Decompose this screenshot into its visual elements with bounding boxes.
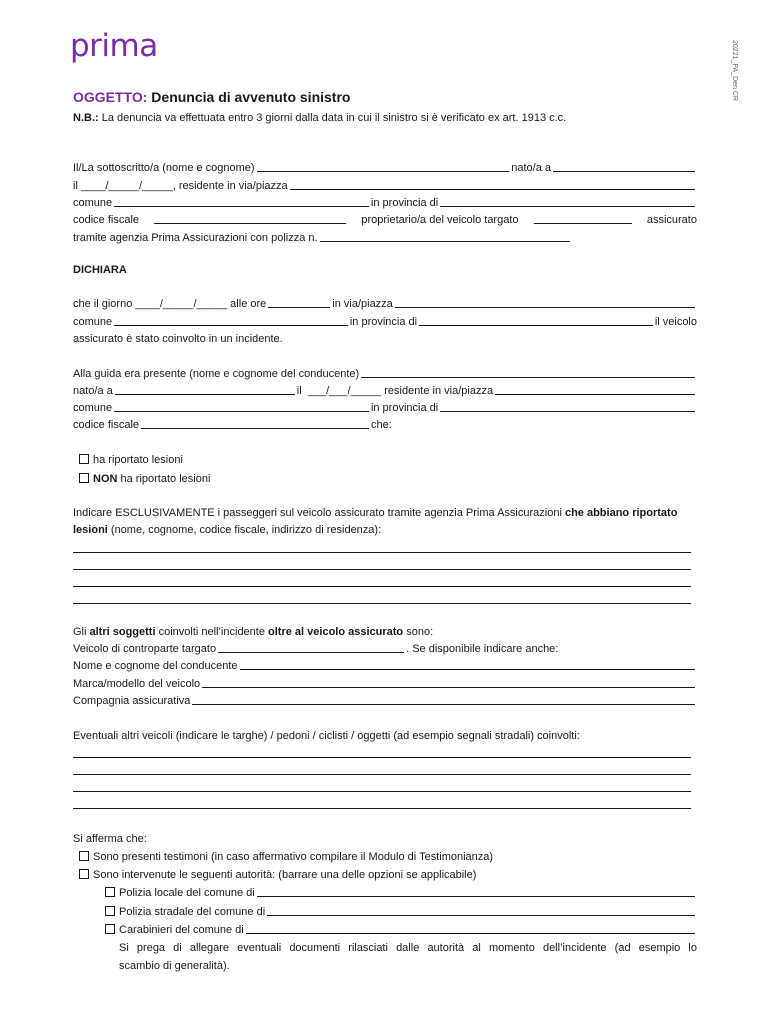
field-row-polizza — [73, 230, 697, 246]
title-colon: : — [142, 89, 148, 105]
label-codice-fiscale: codice fiscale — [73, 419, 140, 431]
field-row-controparte — [73, 641, 697, 657]
option-non-label: NON — [93, 473, 118, 485]
label-giorno-ore: che il giorno ____/_____/_____ alle ore — [73, 298, 267, 310]
nb-note — [73, 110, 697, 126]
title-prefix: OGGETTO — [73, 89, 143, 105]
checkbox-icon[interactable] — [105, 906, 115, 916]
field-polizia-stradale[interactable] — [267, 904, 695, 916]
altri-mid: coinvolti nell’incidente — [155, 626, 269, 638]
label-proprietario: proprietario/a del veicolo targato — [361, 214, 519, 226]
field-codice-fiscale[interactable] — [154, 212, 346, 224]
field-comune-conducente[interactable] — [114, 400, 369, 412]
checkbox-icon[interactable] — [79, 454, 89, 464]
checkbox-icon[interactable] — [79, 851, 89, 861]
checkbox-icon[interactable] — [79, 473, 89, 483]
field-luogo-nascita-conducente[interactable] — [115, 383, 295, 395]
label-compagnia: Compagnia assicurativa — [73, 695, 191, 707]
label-polizia-locale: Polizia locale del comune di — [119, 887, 255, 899]
label-polizia-stradale: Polizia stradale del comune di — [119, 906, 266, 918]
label-assicurato: assicurato — [646, 214, 697, 226]
field-provincia-conducente[interactable] — [440, 400, 695, 412]
field-row-marca — [73, 676, 697, 692]
label-data-residenza: il ____/_____/_____, residente in via/piazza — [73, 180, 288, 192]
field-comune-incidente[interactable] — [114, 314, 348, 326]
passeggeri-line-2[interactable] — [73, 569, 691, 570]
label-comune: comune — [73, 197, 113, 209]
field-row-comune — [73, 195, 697, 211]
field-row-data-incidente — [73, 296, 697, 312]
field-luogo-nascita[interactable] — [553, 160, 695, 172]
label-comune: comune — [73, 402, 113, 414]
field-row-codice-fiscale — [73, 212, 697, 228]
option-lesioni[interactable] — [79, 452, 697, 468]
label-via: in via/piazza — [332, 298, 393, 310]
prima-logo: prima — [70, 28, 158, 64]
field-carabinieri[interactable] — [246, 922, 695, 934]
field-row-cf-conducente — [73, 417, 697, 433]
altri-t1: Gli — [73, 626, 90, 638]
eventuali-text: Eventuali altri veicoli (indicare le targhe) / pedoni / ciclisti / oggetti (ad esempio segnali stradali) coinvolti: — [73, 730, 580, 742]
label-provincia: in provincia di — [370, 402, 439, 414]
field-targa[interactable] — [534, 212, 632, 224]
field-provincia[interactable] — [440, 195, 695, 207]
eventuali-line-3[interactable] — [73, 791, 691, 792]
nb-label: N.B.: — [73, 112, 99, 124]
field-polizza[interactable] — [320, 230, 570, 242]
altri-soggetti-intro — [73, 624, 697, 640]
label-carabinieri: Carabinieri del comune di — [119, 924, 244, 936]
field-indirizzo-conducente[interactable] — [495, 383, 695, 395]
label-nome-conducente: Nome e cognome del conducente — [73, 660, 238, 672]
label-sottoscritto: Il/La sottoscritto/a (nome e cognome) — [73, 162, 255, 174]
label-nato-a: nato/a a — [73, 385, 113, 397]
field-row-comune-conducente — [73, 400, 697, 416]
field-nome-cognome[interactable] — [257, 160, 510, 172]
passeggeri-line-3[interactable] — [73, 586, 691, 587]
checkbox-icon[interactable] — [105, 887, 115, 897]
option-autorita[interactable] — [79, 867, 697, 883]
label-se-disponibile: . Se disponibile indicare anche: — [406, 643, 559, 655]
passeggeri-bold-2: lesioni — [73, 524, 108, 536]
eventuali-line-2[interactable] — [73, 774, 691, 775]
field-row-nascita-conducente — [73, 383, 697, 399]
option-no-lesioni[interactable] — [79, 471, 697, 487]
passeggeri-text-2 — [73, 522, 697, 538]
option-lesioni-label: ha riportato lesioni — [93, 454, 183, 466]
option-polizia-locale[interactable] — [105, 885, 697, 901]
eventuali-line-1[interactable] — [73, 757, 691, 758]
label-che: che: — [371, 419, 392, 431]
label-il-veicolo: il veicolo — [654, 316, 697, 328]
altri-bold2: oltre al veicolo assicurato — [268, 626, 404, 638]
passeggeri-bold: che abbiano riportato — [564, 507, 678, 519]
nb-text: La denuncia va effettuata entro 3 giorni dalla data in cui il sinistro si è verificato ex art. 1913 c.c. — [98, 112, 567, 124]
section-heading-dichiara: DICHIARA — [73, 264, 127, 276]
text-assicurato-coinvolto: assicurato è stato coinvolto in un incidente. — [73, 333, 283, 345]
field-ora[interactable] — [268, 296, 330, 308]
page-title — [73, 88, 350, 106]
passeggeri-hint: (nome, cognome, codice fiscale, indirizzo di residenza): — [107, 524, 382, 536]
field-compagnia[interactable] — [192, 693, 695, 705]
passeggeri-line-4[interactable] — [73, 603, 691, 604]
label-provincia: in provincia di — [349, 316, 418, 328]
altri-end: sono: — [403, 626, 434, 638]
label-nato-a: nato/a a — [511, 162, 551, 174]
field-polizia-locale[interactable] — [257, 885, 695, 897]
field-comune[interactable] — [114, 195, 369, 207]
document-code: 20221_PA_Den CR — [731, 40, 738, 101]
field-row-residenza — [73, 178, 697, 194]
option-polizia-stradale[interactable] — [105, 904, 697, 920]
field-row-comune-incidente — [73, 314, 697, 330]
field-luogo-incidente[interactable] — [395, 296, 695, 308]
field-row-dichiarante-nome — [73, 160, 697, 176]
afferma-intro: Si afferma che: — [73, 833, 147, 845]
label-conducente: Alla guida era presente (nome e cognome del conducente) — [73, 368, 360, 380]
field-row-compagnia — [73, 693, 697, 709]
option-carabinieri[interactable] — [105, 922, 697, 938]
passeggeri-intro: Indicare ESCLUSIVAMENTE i passeggeri sul veicolo assicurato tramite agenzia Prima Assicurazioni — [73, 507, 565, 519]
label-residenza-conducente: il ___/___/_____ residente in via/piazza — [296, 385, 494, 397]
field-targa-controparte[interactable] — [218, 641, 404, 653]
option-testimoni[interactable] — [79, 849, 697, 865]
field-cf-conducente[interactable] — [141, 417, 369, 429]
label-marca: Marca/modello del veicolo — [73, 678, 201, 690]
passeggeri-line-1[interactable] — [73, 552, 691, 553]
field-row-conducente-controparte — [73, 658, 697, 674]
label-polizza: tramite agenzia Prima Assicurazioni con polizza n. — [73, 232, 318, 244]
eventuali-line-4[interactable] — [73, 808, 691, 809]
label-codice-fiscale: codice fiscale — [73, 214, 140, 226]
label-comune: comune — [73, 316, 113, 328]
note-allegati-1: Si prega di allegare eventuali documenti rilasciati dalle autorità al momento dell’incidente (ad esempio lo — [119, 942, 697, 954]
field-conducente-controparte[interactable] — [240, 658, 696, 670]
label-controparte: Veicolo di controparte targato — [73, 643, 217, 655]
field-conducente[interactable] — [361, 366, 695, 378]
title-text: Denuncia di avvenuto sinistro — [147, 89, 351, 105]
passeggeri-text-1 — [73, 505, 697, 521]
checkbox-icon[interactable] — [105, 924, 115, 934]
field-row-conducente — [73, 366, 697, 382]
field-indirizzo[interactable] — [290, 178, 695, 190]
label-provincia: in provincia di — [370, 197, 439, 209]
field-provincia-incidente[interactable] — [419, 314, 653, 326]
altri-bold1: altri soggetti — [89, 626, 156, 638]
note-allegati-2: scambio di generalità). — [119, 960, 230, 972]
option-no-lesioni-label: ha riportato lesioni — [117, 473, 211, 485]
checkbox-icon[interactable] — [79, 869, 89, 879]
field-marca[interactable] — [202, 676, 695, 688]
option-testimoni-label: Sono presenti testimoni (in caso affermativo compilare il Modulo di Testimonianza) — [93, 851, 494, 863]
option-autorita-label: Sono intervenute le seguenti autorità: (barrare una delle opzioni se applicabile) — [93, 869, 477, 881]
